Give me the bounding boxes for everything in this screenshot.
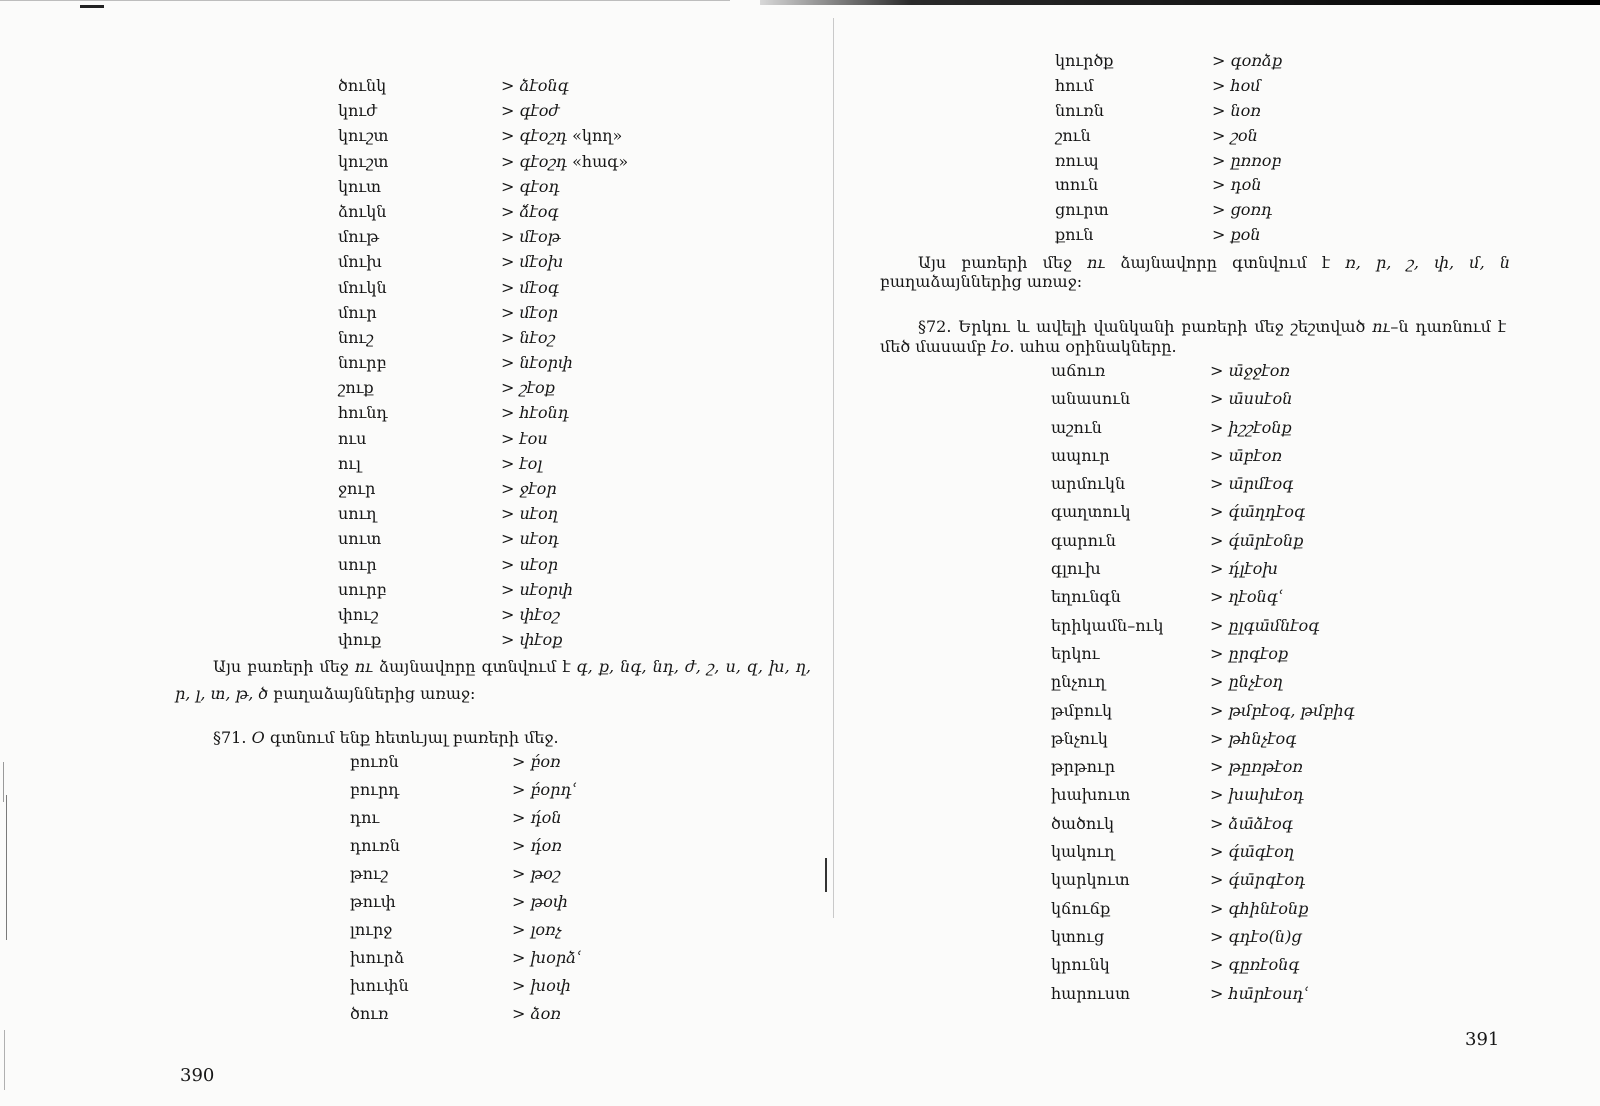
dialect-form: թմբէօգ, թմբիգ [1228,700,1355,720]
dialect-form: գէօժ [519,101,560,121]
dialect-form: գէօդ [519,176,560,196]
dialect-form: ցօռդ [1230,200,1273,220]
dialect-entry [1212,49,1282,74]
section-text: . ահա օրինակները. [1009,337,1177,356]
dialect-form: գ́ա̄րէօնք [1228,530,1304,550]
standard-word: ծածուկ [1051,813,1114,833]
consonant-list: ր, լ, տ, թ, ծ [175,684,269,703]
dialect-form: ա̄րմէօգ [1228,474,1294,494]
standard-word: ընչուղ [1051,672,1106,692]
note-text: Այս բառերի մեջ [918,253,1088,272]
dialect-entry [501,325,555,350]
dialect-entry [501,400,569,425]
dialect-entry [1210,555,1278,583]
arrow-mark: > [1212,175,1226,195]
dialect-entry [1212,198,1272,223]
arrow-mark: > [1210,785,1224,805]
dialect-form: փէօք [519,630,563,650]
standard-word: շուք [338,378,374,398]
arrow-mark: > [1210,361,1224,380]
dialect-form: թհնչէօգ [1228,728,1297,748]
section-number: §71. [213,728,252,747]
dialect-form: հէօնդ [519,403,569,423]
dialect-entry [1210,583,1283,611]
arrow-mark: > [1210,728,1224,748]
dialect-form: դ́լէօխ [1228,559,1278,579]
note-line [213,657,811,677]
standard-word: սուղ [338,504,377,524]
dialect-entry [512,888,568,916]
dialect-form: թըռթէօռ [1228,757,1303,777]
arrow-mark: > [1210,389,1224,409]
arrow-mark: > [512,836,526,855]
standard-word: նուշ [338,327,374,347]
note-line [918,253,1510,273]
arrow-mark: > [501,604,515,624]
standard-word: ծուռ [350,1004,389,1023]
dialect-form: քօն [1230,225,1261,245]
dialect-entry [512,944,581,972]
standard-word: ռուպ [1055,150,1099,170]
gloss: «կող» [572,126,623,146]
standard-word: բուրդ [350,780,400,799]
standard-word: փուշ [338,604,379,624]
dialect-entry [1210,498,1305,526]
dialect-entry [512,916,561,944]
dialect-form: հօմ [1230,75,1261,95]
arrow-mark: > [512,864,526,883]
dialect-form: գ́ա̄րգէօդ [1228,870,1306,890]
standard-word: դու [350,808,380,827]
standard-word: տուն [1055,175,1099,195]
arrow-mark: > [501,453,515,473]
dialect-entry [1212,74,1261,99]
page-top-edge-shadow [760,0,1600,5]
standard-word: խուփն [350,976,409,995]
gloss: «հագ» [572,151,629,171]
arrow-mark: > [1210,615,1224,635]
dialect-entry [1210,697,1355,725]
arrow-mark: > [512,808,526,827]
standard-word: կուշտ [338,151,389,171]
dialect-entry [1210,357,1290,385]
standard-word: կուտ [338,176,382,196]
standard-word: գաղտուկ [1051,502,1131,522]
arrow-mark: > [501,252,515,272]
dialect-entry [1210,442,1282,470]
dialect-form: ջէօր [519,479,557,498]
dialect-entry [1210,414,1292,442]
section-text: մեծ մասամբ [880,337,992,356]
dialect-form: փէօշ [519,604,560,624]
standard-word: աշուն [1051,417,1102,437]
arrow-mark: > [1210,587,1224,607]
dialect-entry [501,526,559,551]
arrow-mark: > [501,201,515,221]
standard-word: թուփ [350,892,396,911]
dialect-form: գհինէօնք [1228,898,1309,918]
dialect-form: թօշ [530,864,561,883]
dialect-form: բ́օռ [530,752,561,771]
dialect-form: ա̄սսէօն [1228,389,1293,409]
arrow-mark: > [1210,502,1224,522]
standard-word: կարկուտ [1051,870,1130,890]
standard-word: ջուր [338,479,376,498]
arrow-mark: > [512,752,526,771]
dialect-form: դօն [1230,175,1262,195]
dialect-form: ըրգէօք [1228,643,1289,663]
dialect-entry [501,501,558,526]
arrow-mark: > [1210,983,1224,1003]
section-71-heading [213,728,559,748]
dialect-form: էօս [519,428,548,448]
dialect-entry [1210,810,1293,838]
dialect-entry [501,426,548,451]
gutter-stroke [825,858,827,892]
standard-word: թուշ [350,864,389,883]
arrow-mark: > [501,277,515,297]
section-72-heading [918,317,1506,337]
edge-mark [6,795,7,940]
dialect-form: ձէօնգ [519,76,569,95]
arrow-mark: > [501,554,515,574]
standard-word: խախուտ [1051,785,1131,805]
arrow-mark: > [1210,559,1224,579]
arrow-mark: > [501,428,515,448]
arrow-mark: > [512,920,526,939]
dialect-form: ձ́էօգ [519,201,559,221]
dialect-entry [1210,838,1294,866]
dialect-entry [1212,173,1262,198]
dialect-entry [501,350,573,375]
standard-word: փուք [338,630,382,650]
standard-word: ցուրտ [1055,200,1109,220]
dialect-entry [1210,980,1308,1008]
dialect-form: թօփ [530,892,568,911]
dialect-entry [1210,385,1292,413]
standard-word: խուրձ [350,948,405,967]
arrow-mark: > [1210,643,1224,663]
arrow-mark: > [1212,75,1226,95]
dialect-entry [1212,223,1261,248]
vowel-term: էօ [991,337,1010,356]
dialect-entry [512,972,571,1000]
page-number: 391 [1465,1029,1500,1050]
arrow-mark: > [501,176,515,196]
dialect-form: դ́օռ [530,836,562,855]
standard-word: կուժ [338,101,377,121]
dialect-entry [501,275,559,300]
standard-word: ապուր [1051,445,1110,465]
section-text: գտնում ենք հետևյալ բառերի մեջ. [264,728,559,747]
dialect-form: նէօշ [519,327,555,347]
arrow-mark: > [1212,225,1226,245]
dialect-form: հա̄րէօսդʿ [1228,983,1309,1003]
standard-word: կճուճք [1051,898,1111,918]
dialect-entry [1212,99,1261,124]
dialect-form: ընչէօղ [1228,672,1283,692]
vowel-term: Օ [251,728,265,747]
arrow-mark: > [1210,813,1224,833]
dialect-form: նօռ [1230,100,1261,120]
standard-word: աճուռ [1051,361,1106,380]
standard-word: գարուն [1051,530,1116,550]
arrow-mark: > [1212,100,1226,120]
dialect-form: մէօխ [519,252,564,272]
dialect-entry [501,552,558,577]
dialect-form: գէօշդ [519,151,568,171]
dialect-entry [1212,124,1258,149]
arrow-mark: > [1212,51,1226,70]
arrow-mark: > [501,630,515,650]
standard-word: հունդ [338,403,388,423]
dialect-form: էօլ [519,453,543,473]
standard-word: մութ [338,227,380,247]
dialect-form: սէօրփ [519,579,573,599]
standard-word: դուռն [350,836,400,855]
dialect-entry [501,174,560,199]
dialect-entry [1210,753,1303,781]
dialect-entry [1210,866,1305,894]
standard-word: թմբուկ [1051,700,1112,720]
standard-word: հարուստ [1051,983,1130,1003]
standard-word: նուրբ [338,353,387,373]
arrow-mark: > [1210,417,1224,437]
page-top-edge [0,0,730,1]
standard-word: ձուկն [338,201,387,221]
dialect-form: սէօդ [519,529,559,549]
dialect-form: գօռձք [1230,51,1283,70]
dialect-entry [512,1000,561,1028]
consonant-list: ռ, ր, շ, փ, մ, ն [1345,253,1511,272]
dialect-entry [1210,527,1303,555]
dialect-entry [512,832,562,860]
dialect-form: ղէօնգʿ [1228,587,1283,607]
arrow-mark: > [501,579,515,599]
standard-word: նուռն [1055,100,1104,120]
standard-word: անասուն [1051,389,1131,409]
arrow-mark: > [501,101,515,121]
dialect-entry [501,199,559,224]
dialect-entry [501,451,542,476]
arrow-mark: > [1210,530,1224,550]
arrow-mark: > [1210,926,1224,946]
standard-word: գլուխ [1051,559,1101,579]
standard-word: երիկամն–ուկ [1051,615,1164,635]
dialect-entry [1210,668,1283,696]
dialect-entry [501,73,569,98]
standard-word: կակուղ [1051,842,1115,862]
standard-word: եղունգն [1051,587,1121,607]
standard-word: կտուց [1051,926,1105,946]
dialect-entry [1210,895,1308,923]
dialect-form: բ́օրդʿ [530,780,577,799]
dialect-form: խախէօդ [1228,785,1304,805]
standard-word: լուրջ [350,920,393,939]
dialect-form: խօրձʿ [530,948,582,967]
dialect-entry [501,577,573,602]
note-text: ձայնավորը գտնվում է [372,657,577,676]
arrow-mark: > [501,327,515,347]
dialect-entry [512,804,562,832]
dialect-entry [501,375,555,400]
standard-word: սուտ [338,529,382,549]
note-text: Այս բառերի մեջ [213,657,355,676]
standard-word: քուն [1055,225,1094,245]
standard-word: ուս [338,428,367,448]
standard-word: մուխ [338,252,382,272]
standard-word: սուր [338,554,377,574]
section-72-heading-line-2 [880,337,1177,357]
arrow-mark: > [1212,125,1226,145]
standard-word: բուռն [350,752,399,771]
arrow-mark: > [1210,842,1224,862]
dialect-entry [501,98,559,123]
standard-word: թրթուր [1051,757,1116,777]
arrow-mark: > [1212,200,1226,220]
dialect-form: գդէօ(ն)ց [1228,926,1302,946]
note-text: բաղաձայններից առաջ: [268,684,476,703]
arrow-mark: > [1210,898,1224,918]
dialect-form: դ́օն [530,808,562,827]
edge-mark [4,1030,5,1090]
dialect-form: ա̄բէօռ [1228,445,1282,465]
dialect-entry [512,748,561,776]
standard-word: ծունկ [338,76,387,95]
dialect-entry [501,123,622,148]
note-text: բաղաձայններից առաջ: [880,272,1083,291]
note-line [175,684,475,704]
dialect-form: գ́ա̄գէօղ [1228,842,1295,862]
dialect-entry [501,149,628,174]
dialect-form: շօն [1230,125,1258,145]
arrow-mark: > [1210,870,1224,890]
arrow-mark: > [1210,672,1224,692]
arrow-mark: > [501,126,515,146]
arrow-mark: > [501,529,515,549]
dialect-entry [1210,612,1319,640]
arrow-mark: > [512,948,526,967]
dialect-entry [1210,781,1304,809]
standard-word: կուշտ [338,126,389,146]
dialect-entry [501,627,562,652]
section-text: –ն դառնում է [1390,317,1506,336]
standard-word: թնչուկ [1051,728,1108,748]
dialect-entry [1210,923,1302,951]
dialect-entry [501,602,560,627]
arrow-mark: > [512,780,526,799]
arrow-mark: > [1210,955,1224,975]
consonant-list: գ, ք, նգ, նդ, ժ, շ, ս, զ, խ, ղ, [576,657,812,676]
standard-word: շուն [1055,125,1091,145]
dialect-form: գ́ա̄ղդէօգ [1228,502,1306,522]
dialect-form: շէօք [519,378,555,398]
arrow-mark: > [512,976,526,995]
standard-word: հում [1055,75,1094,95]
arrow-mark: > [1210,474,1224,494]
dialect-form: գըռէօնգ [1228,955,1300,975]
dialect-form: մէօթ [519,227,561,247]
arrow-mark: > [1210,445,1224,465]
dialect-entry [1210,951,1300,979]
dialect-form: ա̄ջջէօռ [1228,361,1291,380]
standard-word: մուկն [338,277,387,297]
dialect-entry [501,476,557,501]
arrow-mark: > [501,302,515,322]
dialect-form: խօփ [530,976,571,995]
dialect-form: գէօշդ [519,126,568,146]
dialect-form: նէօրփ [519,353,573,373]
dialect-form: իշշէօնք [1228,417,1292,437]
vowel-term: ու [1087,253,1106,272]
note-text: ձայնավորը գտնվում է [1105,253,1346,272]
book-gutter-line [833,18,834,918]
dialect-entry [1212,149,1281,174]
dialect-entry [1210,725,1296,753]
dialect-entry [512,860,560,888]
edge-mark [3,762,4,802]
dialect-form: ձօռ [530,1004,561,1023]
scan-mark [80,5,104,8]
standard-word: սուրբ [338,579,387,599]
dialect-form: ըլգա̄մնէօգ [1228,615,1320,635]
arrow-mark: > [501,378,515,398]
arrow-mark: > [501,151,515,171]
dialect-form: սէօղ [519,504,558,524]
arrow-mark: > [501,227,515,247]
vowel-term: ու [1372,317,1391,336]
note-line [880,272,1082,292]
dialect-entry [1210,470,1293,498]
arrow-mark: > [1210,757,1224,777]
standard-word: կրունկ [1051,955,1110,975]
arrow-mark: > [1210,700,1224,720]
arrow-mark: > [501,479,515,498]
dialect-form: մէօր [519,302,559,322]
arrow-mark: > [501,504,515,524]
vowel-term: ու [354,657,373,676]
standard-word: արմուկն [1051,474,1126,494]
dialect-form: ձա̄ձէօգ [1228,813,1293,833]
arrow-mark: > [501,76,515,95]
standard-word: ուլ [338,453,361,473]
standard-word: երկու [1051,643,1100,663]
dialect-form: մէօգ [519,277,559,297]
dialect-entry [512,776,576,804]
dialect-form: ըռռօբ [1230,150,1282,170]
arrow-mark: > [1212,150,1226,170]
arrow-mark: > [512,892,526,911]
dialect-form: սէօր [519,554,559,574]
page-number: 390 [180,1065,215,1086]
dialect-entry [501,249,563,274]
standard-word: մուր [338,302,377,322]
standard-word: կուրծք [1055,51,1114,70]
arrow-mark: > [512,1004,526,1023]
dialect-form: լօռչ [530,920,562,939]
dialect-entry [501,300,558,325]
section-text: §72. Երկու և ավելի վանկանի բառերի մեջ շեշտված [918,317,1373,336]
dialect-entry [501,224,560,249]
arrow-mark: > [501,353,515,373]
dialect-entry [1210,640,1288,668]
arrow-mark: > [501,403,515,423]
